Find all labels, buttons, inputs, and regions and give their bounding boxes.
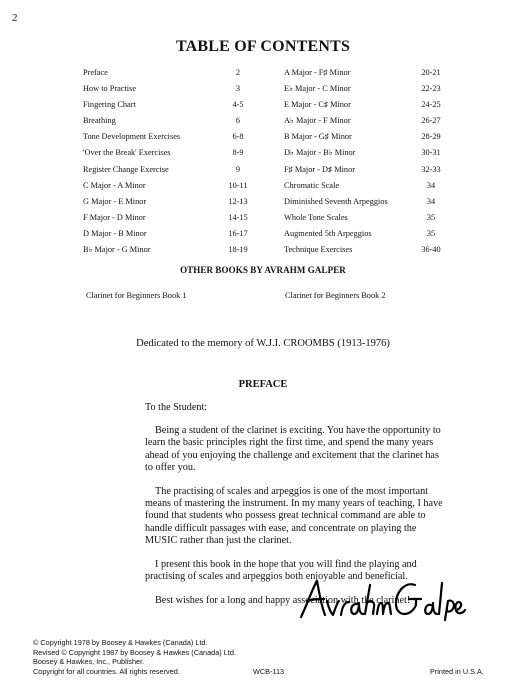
toc-entry-title: F♯ Major - D♯ Minor: [284, 164, 355, 174]
toc-entry: [83, 164, 275, 180]
toc-entry-title: A Major - F♯ Minor: [284, 68, 351, 77]
toc-entry-title: G Major - E Minor: [83, 196, 147, 206]
toc-right-column: [284, 67, 444, 260]
toc-entry-pages: 35: [426, 228, 436, 238]
toc-entry: [284, 131, 444, 147]
toc-entry: [83, 228, 275, 244]
toc-entry: [284, 99, 444, 115]
preface-paragraph: I present this book in the hope that you will find the playing and practising of scales and arpeggios both enjoyable and beneficial.: [145, 559, 417, 583]
preface-paragraph: The practising of scales and arpeggios is one of the most important means of mastering the instrument. In my many years of teaching, I have found that students who possess great technical command are able to handle difficult passages with ease, and concentrate on playing the MUSIC rather than just the clarinet.: [145, 486, 443, 546]
toc-entry-pages: 9: [235, 164, 241, 174]
toc-entry-pages: 3: [235, 84, 241, 94]
toc-entry-title: C Major - A Minor: [83, 180, 146, 190]
toc-entry-title: Diminished Seventh Arpeggios: [284, 196, 388, 206]
toc-entry-pages: 30-31: [421, 148, 441, 158]
toc-entry-title: Preface: [83, 68, 108, 77]
toc-entry: [83, 180, 275, 196]
copyright-line: Revised © Copyright 1987 by Boosey & Hawkes (Canada) Ltd.: [33, 647, 236, 657]
toc-entry-pages: 16-17: [228, 228, 248, 238]
toc-entry: [83, 99, 275, 115]
toc-entry: [284, 115, 444, 131]
toc-entry-pages: 18-19: [228, 245, 248, 255]
toc-entry-title: How to Practise: [83, 84, 136, 94]
dedication: Dedicated to the memory of W.J.I. CROOMBS (1913-1976): [136, 338, 390, 349]
toc-entry-pages: 4-5: [232, 100, 244, 110]
toc-entry-pages: 6: [235, 116, 241, 126]
preface-salutation: To the Student:: [145, 402, 208, 413]
toc-entry-title: E♭ Major - C Minor: [284, 84, 351, 94]
author-signature: [297, 575, 467, 628]
toc-entry-title: Augmented 5th Arpeggios: [284, 228, 372, 238]
other-books-title: OTHER BOOKS BY AVRAHM GALPER: [180, 265, 346, 275]
toc-entry-title: B♭ Major - G Minor: [83, 245, 151, 255]
toc-entry: [83, 131, 275, 147]
toc-entry-title: E Major - C♯ Minor: [284, 100, 351, 110]
toc-entry-pages: 34: [426, 196, 436, 206]
other-book-2: Clarinet for Beginners Book 2: [285, 291, 386, 300]
toc-left-column: [83, 67, 275, 260]
toc-entry: [284, 67, 444, 83]
toc-entry-title: D Major - B Minor: [83, 228, 147, 238]
printed-in: Printed in U.S.A.: [430, 667, 484, 676]
toc-entry-title: A♭ Major - F Minor: [284, 116, 351, 126]
toc-entry-title: Whole Tone Scales: [284, 212, 348, 222]
toc-entry-pages: 2: [235, 68, 241, 77]
toc-entry-pages: 6-8: [232, 132, 244, 142]
toc-entry-pages: 22-23: [421, 84, 441, 94]
toc-entry-title: B Major - G♯ Minor: [284, 132, 352, 142]
signature-drawing: [297, 575, 467, 623]
toc-entry-pages: 20-21: [421, 68, 441, 77]
preface-paragraph: Best wishes for a long and happy association with the clarinet!: [155, 595, 411, 607]
toc-entry-title: Register Change Exercise: [83, 164, 169, 174]
toc-entry-title: F Major - D Minor: [83, 212, 146, 222]
toc-entry-pages: 28-29: [421, 132, 441, 142]
toc-entry: [83, 196, 275, 212]
toc-entry: [284, 212, 444, 228]
toc-entry-pages: 35: [426, 212, 436, 222]
toc-entry: [284, 180, 444, 196]
toc-entry: [83, 212, 275, 228]
toc-entry: [83, 115, 275, 131]
copyright-block: [33, 638, 236, 676]
toc-entry: [284, 196, 444, 212]
toc-entry: [284, 83, 444, 99]
toc-title: TABLE OF CONTENTS: [175, 38, 351, 55]
toc-entry: [284, 228, 444, 244]
toc-entry-title: Fingering Chart: [83, 100, 136, 110]
toc-entry-pages: 8-9: [232, 148, 244, 158]
copyright-line: Copyright for all countries. All rights reserved.: [33, 666, 180, 676]
toc-entry: [284, 164, 444, 180]
toc-entry-pages: 10-11: [228, 180, 248, 190]
copyright-line: Boosey & Hawkes, Inc., Publisher.: [33, 657, 145, 666]
toc-entry-title: Chromatic Scale: [284, 180, 340, 190]
toc-entry: [83, 83, 275, 99]
toc-entry: [284, 244, 444, 260]
page-number: 2: [12, 12, 18, 24]
toc-entry-title: Tone Development Exercises: [83, 132, 181, 142]
toc-entry-pages: 32-33: [421, 164, 441, 174]
toc-entry: [83, 147, 275, 163]
toc-entry-pages: 26-27: [421, 116, 441, 126]
toc-entry-title: 'Over the Break' Exercises: [83, 148, 171, 158]
toc-entry-pages: 24-25: [421, 100, 441, 110]
toc-entry: [83, 244, 275, 260]
copyright-line: © Copyright 1978 by Boosey & Hawkes (Canada) Ltd.: [33, 638, 208, 647]
toc-entry-title: Breathing: [83, 116, 116, 126]
catalog-number: WCB-113: [253, 667, 285, 676]
toc-entry-pages: 14-15: [228, 212, 248, 222]
toc-entry-pages: 34: [426, 180, 436, 190]
preface-paragraph: Being a student of the clarinet is exciting. You have the opportunity to learn the basic principles right the first time, and spend the many years ahead of you enjoying the challenge and excitement that the clarinet has to offer you.: [145, 425, 441, 473]
toc-entry-pages: 12-13: [228, 196, 248, 206]
toc-entry-title: Technique Exercises: [284, 245, 353, 255]
toc-entry-pages: 36-40: [421, 245, 441, 255]
toc-entry: [284, 147, 444, 163]
toc-entry-title: D♭ Major - B♭ Minor: [284, 148, 356, 158]
toc-entry: [83, 67, 275, 83]
other-book-1: Clarinet for Beginners Book 1: [86, 291, 187, 300]
preface-title: PREFACE: [238, 379, 288, 390]
